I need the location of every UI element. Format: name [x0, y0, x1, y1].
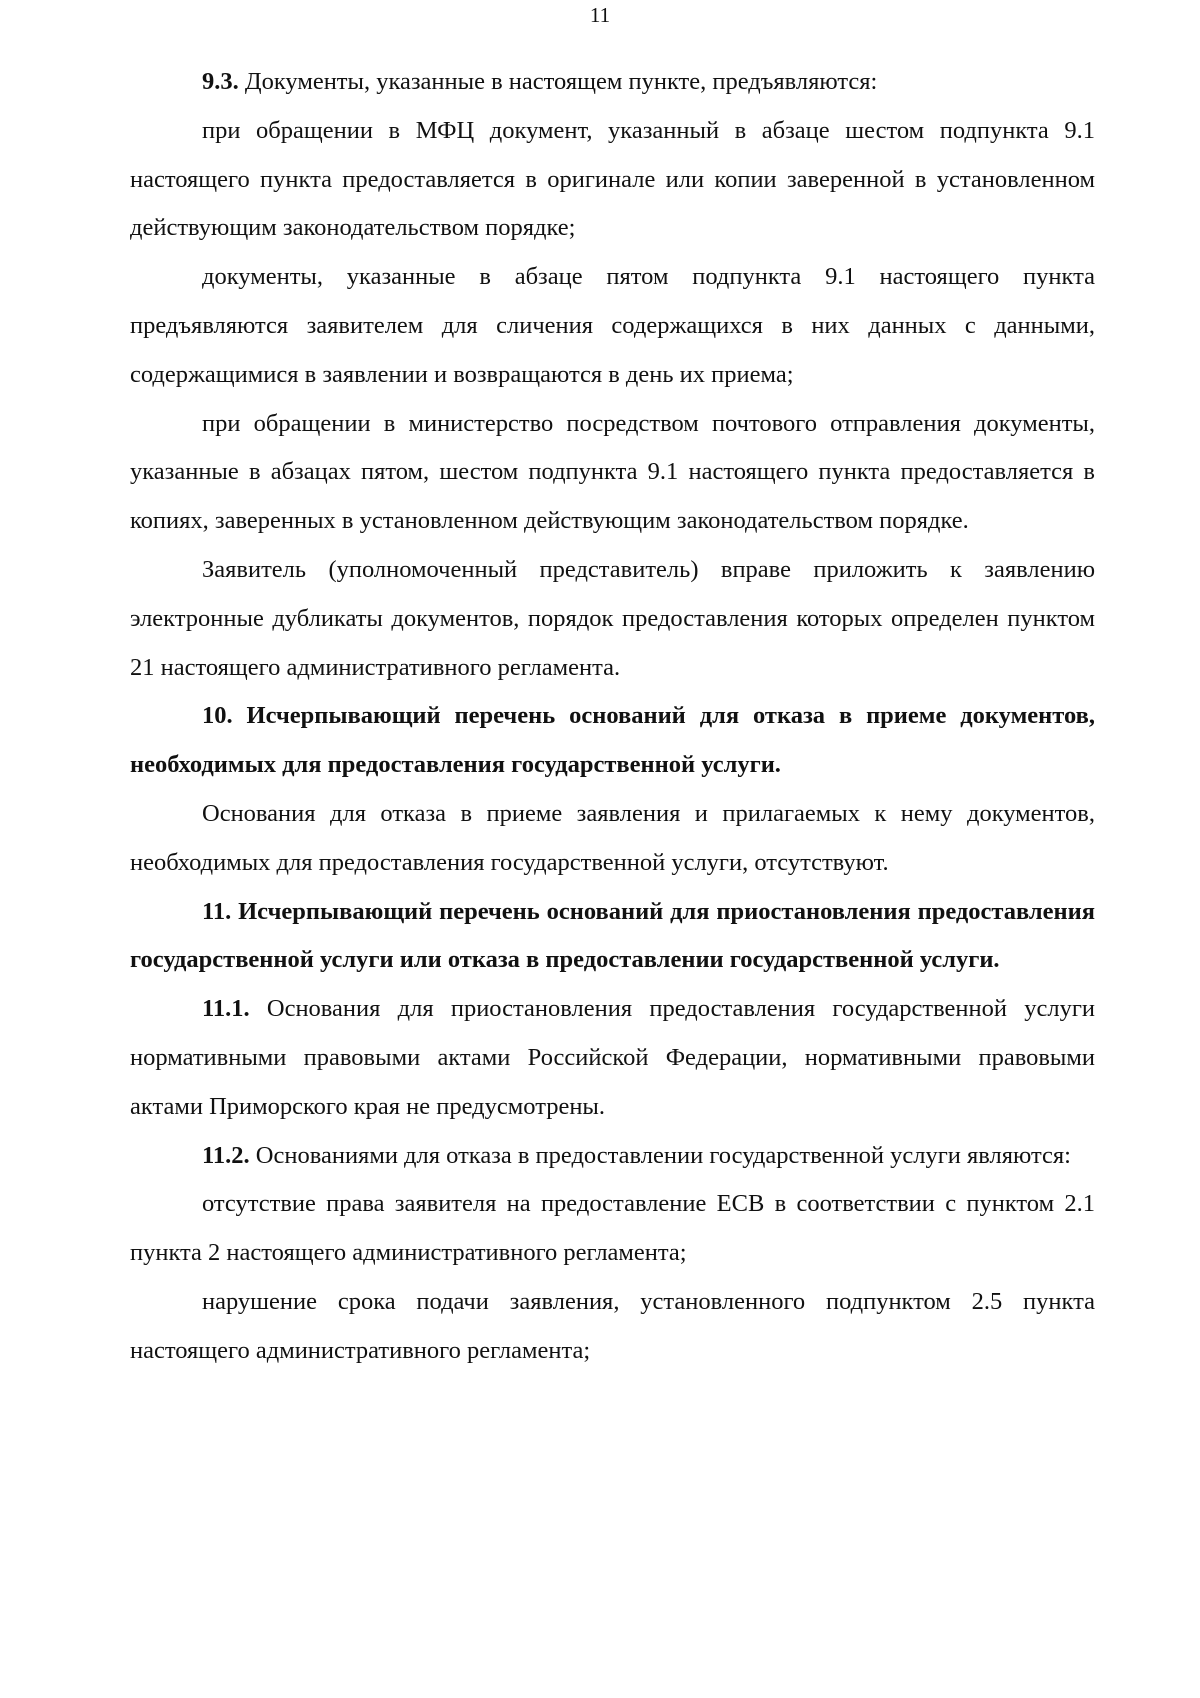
- paragraph: отсутствие права заявителя на предоставление ЕСВ в соответствии с пунктом 2.1 пункта 2 настоящего административного регламента;: [130, 1190, 1095, 1267]
- paragraph-text: Основания для приостановления предоставления государственной услуги нормативными правовыми актами Российской Федерации, нормативными правовыми актами Приморского края не предусмотрены.: [130, 995, 1095, 1120]
- page-number: 11: [589, 3, 611, 27]
- clause-number: 11.2.: [202, 1141, 250, 1169]
- section-heading-11: 11. Исчерпывающий перечень оснований для приостановления предоставления государственной услуги или отказа в предоставлении государственной услуги.: [130, 897, 1095, 974]
- paragraph-9-3: [130, 58, 1095, 107]
- paragraph: Заявитель (уполномоченный представитель) вправе приложить к заявлению электронные дубликаты документов, порядок предоставления которых определен пунктом 21 настоящего административного регламента.: [130, 555, 1095, 681]
- paragraph-text: Документы, указанные в настоящем пункте, предъявляются:: [238, 68, 878, 95]
- paragraph: нарушение срока подачи заявления, установленного подпунктом 2.5 пункта настоящего административного регламента;: [130, 1287, 1095, 1364]
- paragraph: при обращении в МФЦ документ, указанный в абзаце шестом подпункта 9.1 настоящего пункта предоставляется в оригинале или копии заверенной в установленном действующим законодательством порядке;: [130, 116, 1095, 242]
- paragraph-text: Основаниями для отказа в предоставлении государственной услуги являются:: [249, 1141, 1071, 1169]
- paragraph: Основания для отказа в приеме заявления и прилагаемых к нему документов, необходимых для предоставления государственной услуги, отсутствуют.: [130, 799, 1095, 876]
- paragraph-11-1: [130, 985, 1095, 1131]
- document-body: [130, 58, 1095, 1376]
- paragraph: при обращении в министерство посредством почтового отправления документы, указанные в абзацах пятом, шестом подпункта 9.1 настоящего пункта предоставляется в копиях, заверенных в установленном действующим законодательством порядке.: [130, 409, 1095, 535]
- paragraph-11-2: [130, 1132, 1095, 1181]
- clause-number: 11.1.: [202, 995, 250, 1023]
- section-heading-10: 10. Исчерпывающий перечень оснований для отказа в приеме документов, необходимых для предоставления государственной услуги.: [130, 702, 1095, 779]
- paragraph: документы, указанные в абзаце пятом подпункта 9.1 настоящего пункта предъявляются заявителем для сличения содержащихся в них данных с данными, содержащимися в заявлении и возвращаются в день их приема;: [130, 263, 1095, 388]
- clause-number: 9.3.: [202, 68, 239, 95]
